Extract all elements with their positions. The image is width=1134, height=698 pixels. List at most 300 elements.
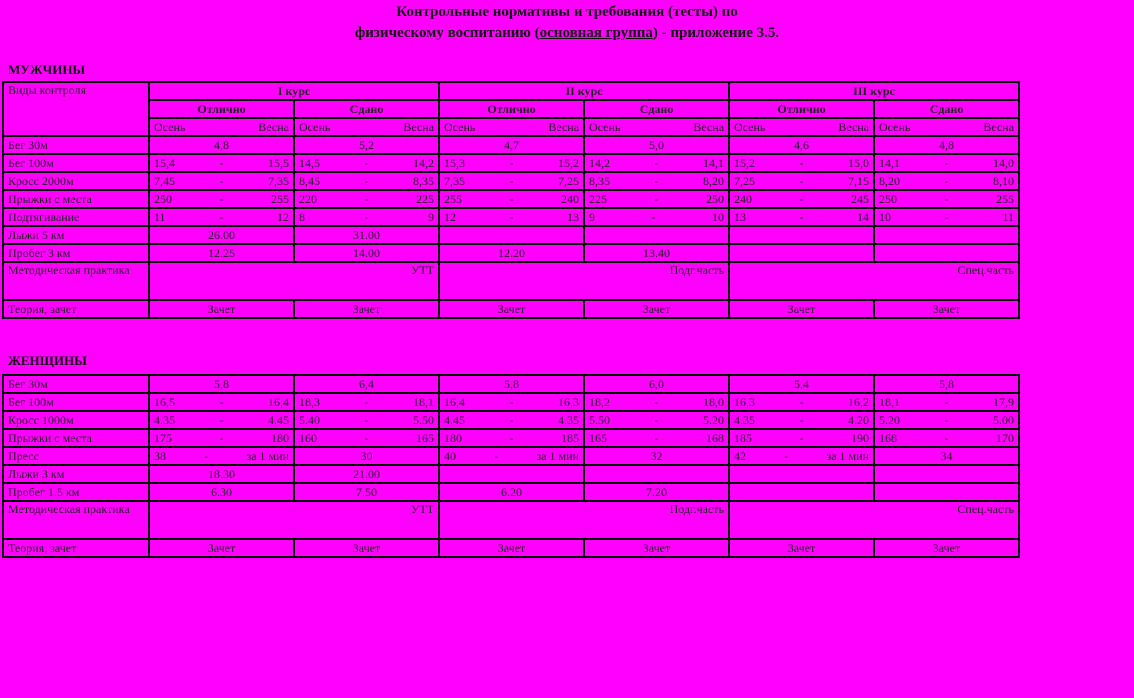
theory-value: Зачет: [439, 300, 584, 318]
value-spring: 15,0: [848, 156, 870, 170]
value-cell: 4,8: [149, 136, 294, 154]
value-cell: [294, 208, 439, 226]
value-cell: 31.00: [294, 226, 439, 244]
dash: -: [654, 395, 659, 409]
dash: -: [944, 431, 949, 445]
season-spring: Весна: [838, 120, 870, 134]
value-autumn: 14,1: [879, 156, 901, 170]
value-autumn: 11: [154, 210, 166, 224]
dash: -: [654, 192, 659, 206]
dash: -: [219, 210, 224, 224]
value-cell: [874, 208, 1019, 226]
value-cell: 5,2: [294, 136, 439, 154]
value-cell: 7.50: [294, 483, 439, 501]
season-autumn: Осень: [444, 120, 476, 134]
value-cell: 5,8: [874, 375, 1019, 393]
row-label: Лыжи 3 км: [3, 465, 149, 483]
value-cell: [149, 154, 294, 172]
value-spring: 16,3: [558, 395, 579, 409]
dash: -: [509, 431, 514, 445]
value-cell: [584, 154, 729, 172]
theory-value: Зачет: [149, 300, 294, 318]
season-autumn: Осень: [734, 120, 766, 134]
value-spring: 240: [561, 192, 580, 206]
value-autumn: 5.50: [589, 413, 610, 427]
value-cell: [584, 411, 729, 429]
value-autumn: 225: [589, 192, 608, 206]
value-spring: 9: [428, 210, 434, 224]
doc-title-line2: [0, 23, 1134, 43]
dash: -: [799, 431, 804, 445]
value-cell: [729, 172, 874, 190]
dash: -: [944, 413, 949, 427]
value-spring: 14,0: [993, 156, 1015, 170]
dash: -: [364, 156, 369, 170]
value-cell: 4,8: [874, 136, 1019, 154]
season-header: [149, 118, 294, 136]
value-spring: 180: [271, 431, 289, 445]
value-cell: [729, 154, 874, 172]
value-spring: 5.50: [413, 413, 434, 427]
table-row: [3, 244, 1019, 262]
grade-header: Отлично: [439, 100, 584, 118]
value-autumn: 13: [734, 210, 747, 224]
theory-value: Зачет: [874, 300, 1019, 318]
value-cell: [439, 226, 584, 244]
dash: -: [784, 449, 789, 463]
value-autumn: 165: [589, 431, 607, 445]
value-cell: 32: [584, 447, 729, 465]
value-cell: [439, 465, 584, 483]
value-cell: 6.30: [149, 483, 294, 501]
value-cell: [584, 429, 729, 447]
grade-header: Сдано: [584, 100, 729, 118]
value-cell: [874, 465, 1019, 483]
season-spring: Весна: [403, 120, 435, 134]
value-cell: [294, 393, 439, 411]
value-spring: 255: [271, 192, 289, 206]
season-spring: Весна: [983, 120, 1015, 134]
dash: -: [509, 395, 514, 409]
method-value: Подг.часть: [439, 501, 729, 539]
value-autumn: 40: [444, 449, 456, 463]
row-label: Методическая практика: [3, 501, 149, 539]
value-cell: [729, 483, 874, 501]
value-spring: 7,25: [558, 174, 580, 188]
value-cell: [874, 244, 1019, 262]
dash: -: [944, 192, 949, 206]
value-cell: 30: [294, 447, 439, 465]
value-cell: [149, 447, 294, 465]
value-spring: 250: [706, 192, 725, 206]
value-cell: 6.20: [439, 483, 584, 501]
table-row: [3, 154, 1019, 172]
value-spring: 17,9: [993, 395, 1014, 409]
value-autumn: 8,35: [589, 174, 611, 188]
value-autumn: 250: [154, 192, 172, 206]
value-autumn: 4.45: [444, 413, 465, 427]
theory-value: Зачет: [149, 539, 294, 557]
value-cell: [729, 208, 874, 226]
table-row: [3, 226, 1019, 244]
value-autumn: 16,3: [734, 395, 755, 409]
title-pre: физическому воспитанию (: [354, 25, 540, 41]
value-spring: 11: [1002, 210, 1015, 224]
value-cell: [294, 411, 439, 429]
value-spring: 190: [851, 431, 869, 445]
theory-value: Зачет: [294, 300, 439, 318]
value-spring: 4.35: [558, 413, 579, 427]
dash: -: [944, 395, 949, 409]
dash: -: [654, 156, 659, 170]
method-row: [3, 262, 1019, 300]
value-cell: [149, 411, 294, 429]
method-value: Подг.часть: [439, 262, 729, 300]
value-autumn: 250: [879, 192, 898, 206]
value-spring: 16,2: [848, 395, 869, 409]
dash: -: [799, 413, 804, 427]
row-label: Пробег 3 км: [3, 244, 149, 262]
value-spring: 7,35: [268, 174, 289, 188]
value-cell: [149, 429, 294, 447]
value-cell: [874, 429, 1019, 447]
dash: -: [509, 413, 514, 427]
grade-header: Сдано: [294, 100, 439, 118]
value-cell: [149, 190, 294, 208]
dash: -: [364, 413, 369, 427]
dash: -: [944, 210, 949, 224]
method-value: Спец.часть: [729, 501, 1019, 539]
row-label: Кросс 1000м: [3, 411, 149, 429]
value-autumn: 16,5: [154, 395, 175, 409]
row-label: Бег 30м: [3, 375, 149, 393]
dash: -: [509, 156, 514, 170]
value-autumn: 240: [734, 192, 753, 206]
season-header: [294, 118, 439, 136]
corner-label: Виды контроля: [3, 82, 149, 136]
dash: -: [509, 192, 514, 206]
value-cell: [439, 429, 584, 447]
dash: -: [364, 192, 369, 206]
title-post: ) - приложение 3.5.: [652, 25, 780, 41]
dash: -: [799, 174, 804, 188]
table-row: [3, 172, 1019, 190]
season-header: [874, 118, 1019, 136]
value-autumn: 18,1: [879, 395, 900, 409]
value-autumn: 8,45: [299, 174, 320, 188]
value-cell: 13.40: [584, 244, 729, 262]
season-spring: Весна: [548, 120, 580, 134]
value-autumn: 5.40: [299, 413, 320, 427]
table-row: [3, 429, 1019, 447]
value-cell: 5,8: [149, 375, 294, 393]
men-table: [2, 81, 1020, 319]
value-spring: 225: [416, 192, 434, 206]
method-value: УТТ: [149, 262, 439, 300]
value-spring: 15,5: [268, 156, 289, 170]
value-spring: за 1 мин: [826, 449, 869, 463]
value-autumn: 220: [299, 192, 317, 206]
value-cell: [729, 393, 874, 411]
row-label: Бег 100м: [3, 154, 149, 172]
value-spring: 245: [851, 192, 870, 206]
season-spring: Весна: [258, 120, 289, 134]
table-row: [3, 411, 1019, 429]
value-cell: [584, 208, 729, 226]
dash: -: [364, 395, 369, 409]
dash: -: [654, 431, 659, 445]
theory-value: Зачет: [294, 539, 439, 557]
value-cell: [439, 172, 584, 190]
dash: -: [364, 210, 369, 224]
method-value: Спец.часть: [729, 262, 1019, 300]
value-spring: за 1 мин: [246, 449, 289, 463]
row-label: Бег 30м: [3, 136, 149, 154]
women-table: [2, 374, 1020, 558]
row-label: Методическая практика: [3, 262, 149, 300]
season-header: [439, 118, 584, 136]
course-header: II курс: [439, 82, 729, 100]
dash: -: [944, 174, 949, 188]
value-autumn: 7,45: [154, 174, 175, 188]
theory-value: Зачет: [874, 539, 1019, 557]
row-label: Пробег 1.5 км: [3, 483, 149, 501]
value-cell: [729, 447, 874, 465]
value-cell: [874, 154, 1019, 172]
dash: -: [219, 395, 224, 409]
value-cell: [439, 411, 584, 429]
value-autumn: 38: [154, 449, 166, 463]
value-cell: [584, 190, 729, 208]
value-autumn: 15,3: [444, 156, 466, 170]
value-cell: [584, 226, 729, 244]
value-autumn: 16,4: [444, 395, 465, 409]
value-autumn: 14,5: [299, 156, 320, 170]
value-autumn: 18,2: [589, 395, 610, 409]
value-spring: 18,1: [413, 395, 434, 409]
table-row: [3, 465, 1019, 483]
value-spring: 185: [561, 431, 579, 445]
dash: -: [219, 156, 224, 170]
value-cell: [439, 393, 584, 411]
value-spring: 15,2: [558, 156, 580, 170]
row-label: Подтягивание: [3, 208, 149, 226]
value-spring: 4.45: [268, 413, 289, 427]
value-spring: 7,15: [848, 174, 870, 188]
dash: -: [654, 413, 659, 427]
value-autumn: 12: [444, 210, 457, 224]
value-cell: 6,4: [294, 375, 439, 393]
dash: -: [364, 174, 369, 188]
value-cell: [294, 429, 439, 447]
value-cell: [149, 172, 294, 190]
method-row: [3, 501, 1019, 539]
value-autumn: 15,4: [154, 156, 175, 170]
table-row: [3, 483, 1019, 501]
value-cell: 34: [874, 447, 1019, 465]
value-autumn: 7,25: [734, 174, 756, 188]
course-header: III курс: [729, 82, 1019, 100]
value-spring: 5.00: [993, 413, 1014, 427]
grade-header: Отлично: [729, 100, 874, 118]
value-spring: за 1 мин: [536, 449, 579, 463]
value-autumn: 255: [444, 192, 463, 206]
theory-value: Зачет: [584, 539, 729, 557]
value-spring: 165: [416, 431, 434, 445]
value-autumn: 8: [299, 210, 305, 224]
value-spring: 4.20: [848, 413, 869, 427]
value-autumn: 18,3: [299, 395, 320, 409]
value-autumn: 4.35: [734, 413, 755, 427]
value-spring: 168: [706, 431, 724, 445]
value-spring: 10: [712, 210, 725, 224]
value-cell: [294, 172, 439, 190]
women-section-label: ЖЕНЩИНЫ: [8, 353, 87, 368]
season-autumn: Осень: [589, 120, 621, 134]
value-cell: [584, 465, 729, 483]
value-cell: 12.20: [439, 244, 584, 262]
title-underlined: основная группа: [539, 25, 653, 41]
row-label: Теория, зачет: [3, 539, 149, 557]
dash: -: [219, 431, 224, 445]
value-cell: [874, 172, 1019, 190]
value-cell: [729, 411, 874, 429]
table-row: [3, 393, 1019, 411]
value-cell: [584, 393, 729, 411]
theory-value: Зачет: [729, 300, 874, 318]
value-cell: [294, 154, 439, 172]
value-cell: [874, 226, 1019, 244]
value-spring: 5.20: [703, 413, 724, 427]
dash: -: [799, 210, 804, 224]
theory-value: Зачет: [729, 539, 874, 557]
row-label: Прыжки с места: [3, 429, 149, 447]
theory-row: [3, 300, 1019, 318]
value-autumn: 168: [879, 431, 897, 445]
value-spring: 8,35: [413, 174, 434, 188]
row-label: Прыжки с места: [3, 190, 149, 208]
dash: -: [509, 210, 514, 224]
row-label: Пресс: [3, 447, 149, 465]
value-spring: 18,0: [703, 395, 724, 409]
value-cell: [149, 208, 294, 226]
value-cell: [874, 411, 1019, 429]
value-spring: 13: [567, 210, 580, 224]
row-label: Кросс 2000м: [3, 172, 149, 190]
value-cell: [874, 190, 1019, 208]
dash: -: [494, 449, 499, 463]
value-cell: [729, 465, 874, 483]
value-cell: 26.00: [149, 226, 294, 244]
dash: -: [204, 449, 209, 463]
value-autumn: 15,2: [734, 156, 756, 170]
value-cell: [729, 226, 874, 244]
season-autumn: Осень: [154, 120, 186, 134]
value-spring: 255: [996, 192, 1015, 206]
value-cell: [729, 429, 874, 447]
value-cell: [439, 154, 584, 172]
value-cell: 6,0: [584, 375, 729, 393]
table-row: [3, 447, 1019, 465]
grade-header: Отлично: [149, 100, 294, 118]
theory-row: [3, 539, 1019, 557]
value-autumn: 4.35: [154, 413, 175, 427]
value-spring: 8,10: [993, 174, 1015, 188]
men-section-label: МУЖЧИНЫ: [8, 62, 86, 77]
value-spring: 8,20: [703, 174, 725, 188]
value-cell: 12.25: [149, 244, 294, 262]
value-autumn: 7,35: [444, 174, 466, 188]
method-value: УТТ: [149, 501, 439, 539]
dash: -: [799, 395, 804, 409]
value-autumn: 14,2: [589, 156, 611, 170]
dash: -: [799, 156, 804, 170]
value-autumn: 175: [154, 431, 172, 445]
grade-header: Сдано: [874, 100, 1019, 118]
season-autumn: Осень: [299, 120, 331, 134]
value-cell: [439, 190, 584, 208]
value-autumn: 5.20: [879, 413, 900, 427]
value-cell: 7.20: [584, 483, 729, 501]
course-header: I курс: [149, 82, 439, 100]
value-cell: [874, 483, 1019, 501]
value-cell: 4,6: [729, 136, 874, 154]
value-spring: 14: [857, 210, 870, 224]
value-cell: 5,8: [439, 375, 584, 393]
value-spring: 170: [996, 431, 1014, 445]
value-cell: 21.00: [294, 465, 439, 483]
row-label: Бег 100м: [3, 393, 149, 411]
row-label: Лыжи 5 км: [3, 226, 149, 244]
value-cell: [294, 190, 439, 208]
table-row: [3, 375, 1019, 393]
dash: -: [654, 174, 659, 188]
value-cell: [584, 172, 729, 190]
row-label: Теория, зачет: [3, 300, 149, 318]
value-cell: 18.30: [149, 465, 294, 483]
season-spring: Весна: [693, 120, 725, 134]
table-row: [3, 190, 1019, 208]
table-row: [3, 208, 1019, 226]
value-spring: 14,1: [703, 156, 725, 170]
value-cell: [874, 393, 1019, 411]
value-autumn: 185: [734, 431, 752, 445]
dash: -: [219, 174, 224, 188]
value-cell: [729, 244, 874, 262]
value-autumn: 10: [879, 210, 892, 224]
value-autumn: 42: [734, 449, 746, 463]
doc-title-line1: Контрольные нормативы и требования (тесты) по: [396, 4, 738, 20]
value-cell: [439, 208, 584, 226]
value-cell: 4,7: [439, 136, 584, 154]
value-cell: 5,4: [729, 375, 874, 393]
dash: -: [364, 431, 369, 445]
value-spring: 16,4: [268, 395, 289, 409]
value-autumn: 8,20: [879, 174, 901, 188]
dash: -: [219, 413, 224, 427]
value-autumn: 180: [444, 431, 462, 445]
value-autumn: 9: [589, 210, 596, 224]
dash: -: [219, 192, 224, 206]
season-header: [729, 118, 874, 136]
value-cell: 14.00: [294, 244, 439, 262]
season-header: [584, 118, 729, 136]
value-autumn: 160: [299, 431, 317, 445]
season-autumn: Осень: [879, 120, 911, 134]
dash: -: [799, 192, 804, 206]
value-spring: 14,2: [413, 156, 434, 170]
dash: -: [509, 174, 514, 188]
